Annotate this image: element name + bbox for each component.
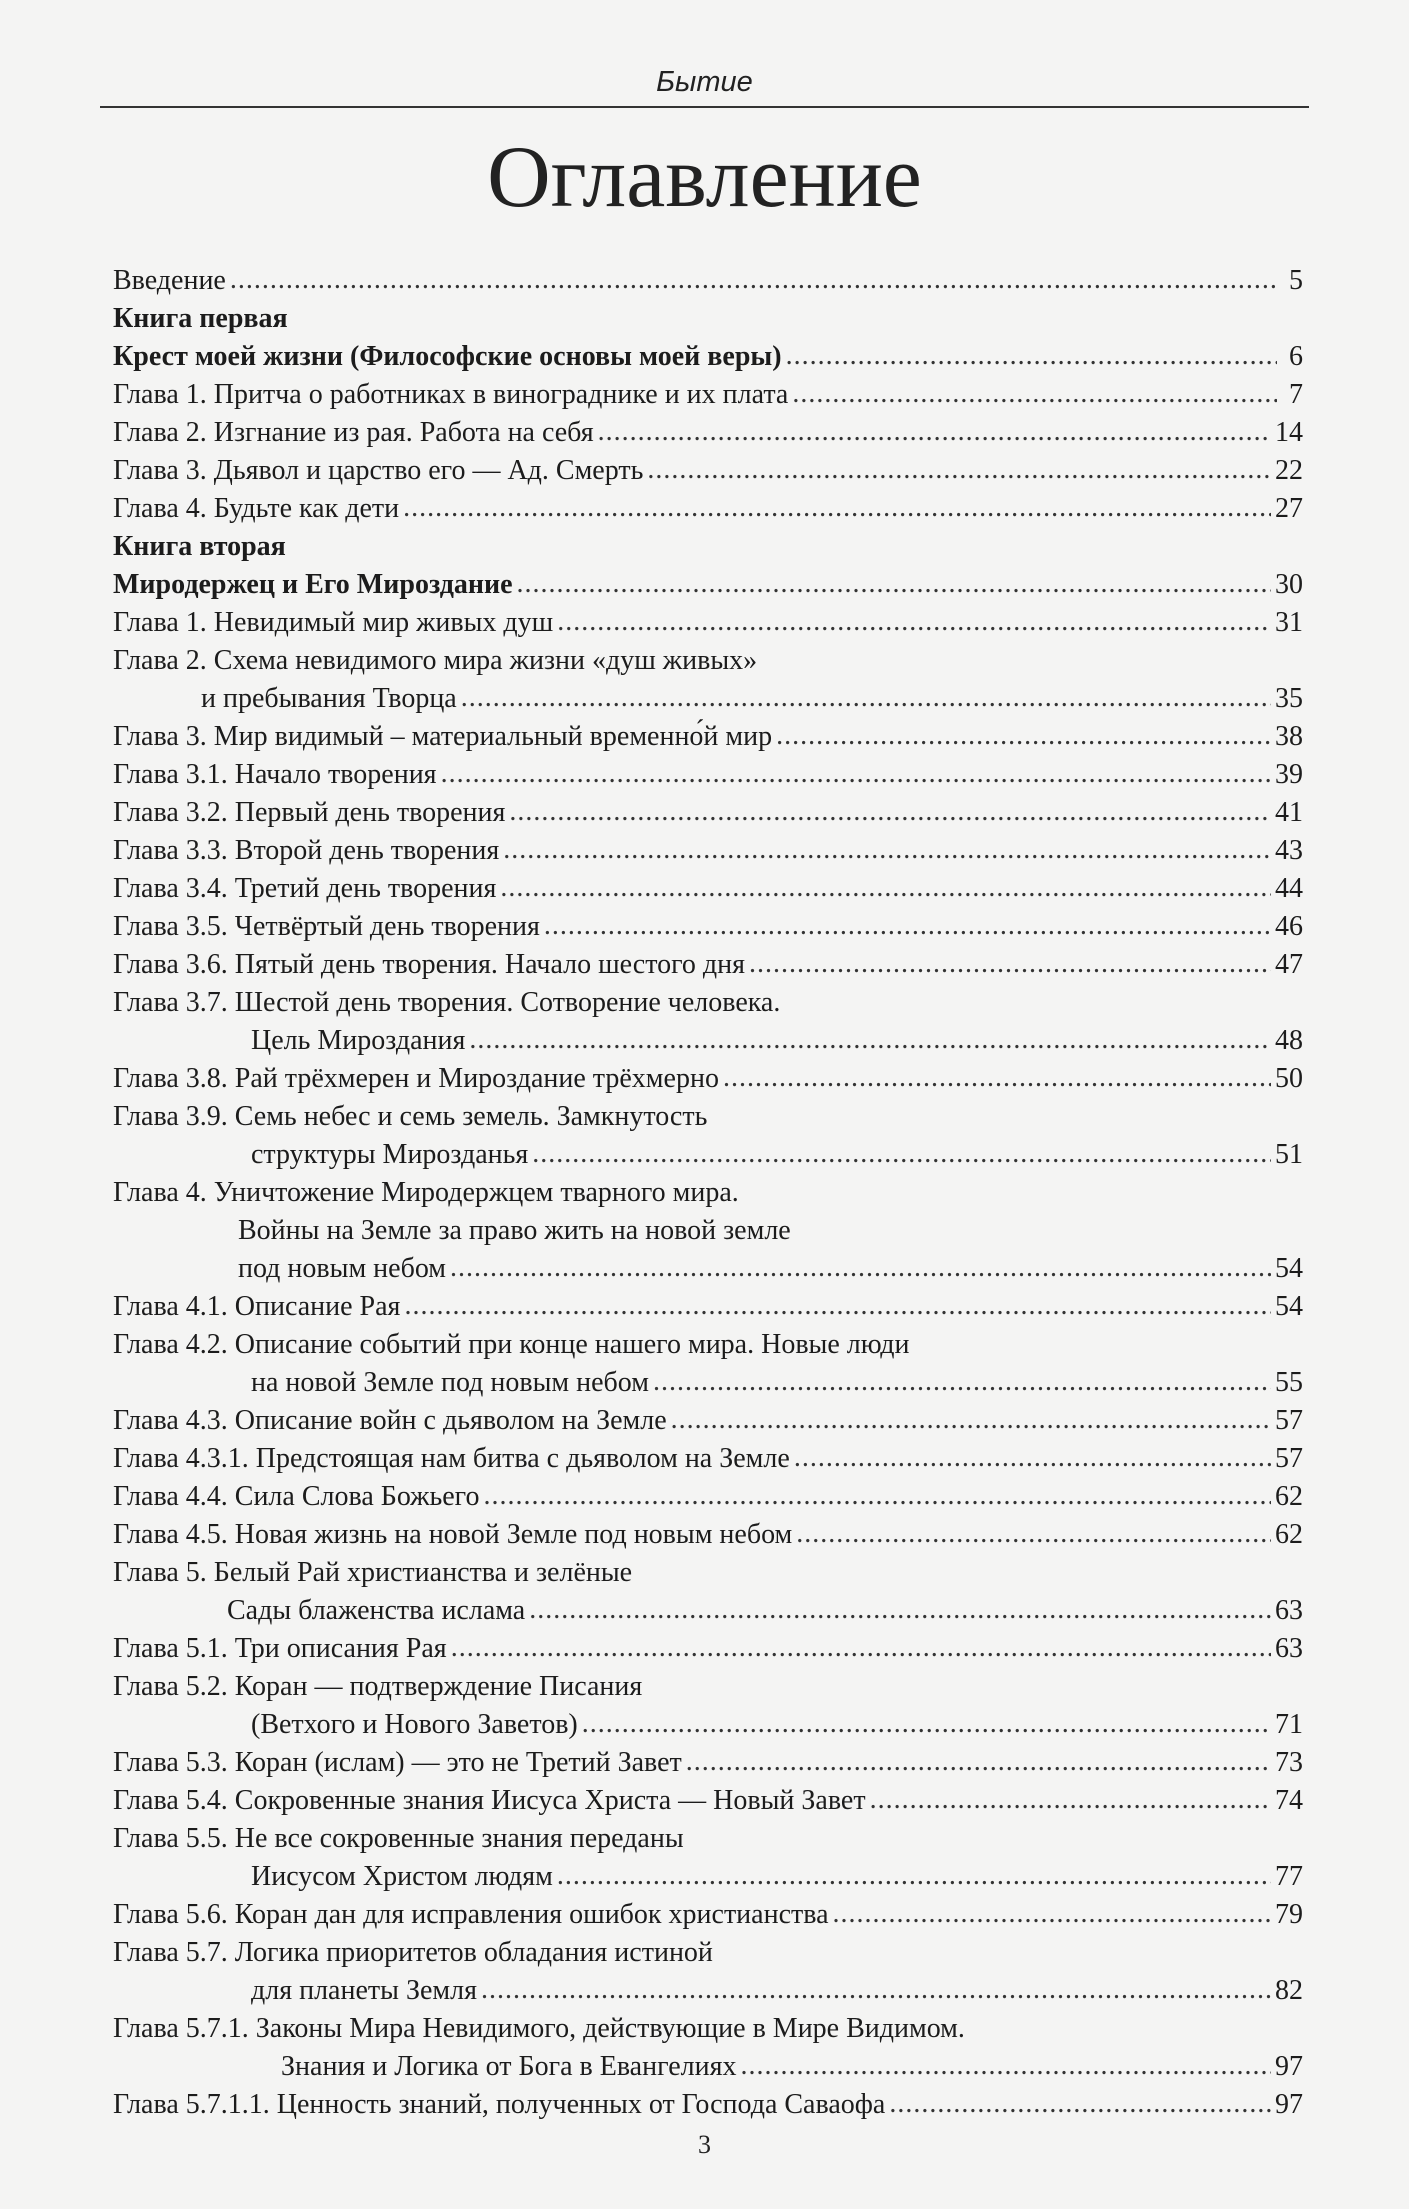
toc-entry-text: Глава 3.9. Семь небес и семь земель. Замкнутость	[113, 1101, 708, 1132]
toc-entry	[113, 1744, 1303, 1782]
toc-entry-text: Глава 3.6. Пятый день творения. Начало шестого дня	[113, 949, 745, 980]
toc-entry	[113, 1250, 1303, 1288]
toc-entry-text: Крест моей жизни (Философские основы моей веры)	[113, 341, 782, 372]
toc-entry	[113, 946, 1303, 984]
toc-page-number: 6	[1289, 341, 1303, 372]
toc-entry-text: Цель Мироздания	[251, 1025, 466, 1056]
toc-entry-text: структуры Мирозданья	[251, 1139, 529, 1170]
toc-entry	[113, 452, 1303, 490]
toc-entry-text: (Ветхого и Нового Заветов)	[251, 1709, 578, 1740]
toc-book-heading	[113, 528, 1303, 566]
toc-entry-line	[113, 1326, 1303, 1364]
toc-entry-text: Глава 3.3. Второй день творения	[113, 835, 500, 866]
toc-entry-text: Глава 2. Схема невидимого мира жизни «душ живых»	[113, 645, 758, 676]
toc-entry	[113, 2086, 1303, 2124]
toc-page-number: 54	[1275, 1291, 1303, 1322]
toc-entry-text: Глава 2. Изгнание из рая. Работа на себя	[113, 417, 594, 448]
toc-page-number: 62	[1275, 1519, 1303, 1550]
toc-dot-leader	[647, 451, 1271, 489]
toc-page-number: 63	[1275, 1595, 1303, 1626]
toc-entry	[113, 1516, 1303, 1554]
toc-entry-line	[113, 1212, 1303, 1250]
toc-entry-text: на новой Земле под новым небом	[251, 1367, 649, 1398]
toc-dot-leader	[451, 1629, 1271, 1667]
toc-page-number: 46	[1275, 911, 1303, 942]
toc-entry-text: Глава 3.5. Четвёртый день творения	[113, 911, 540, 942]
toc-heading-text: Книга первая	[113, 303, 288, 334]
toc-page-number: 14	[1275, 417, 1303, 448]
toc-entry-text: Глава 4. Уничтожение Миродержцем тварного мира.	[113, 1177, 739, 1208]
toc-entry	[113, 1592, 1303, 1630]
toc-page-number: 7	[1289, 379, 1303, 410]
toc-entry-line	[113, 1934, 1303, 1972]
toc-dot-leader	[230, 261, 1277, 299]
toc-entry	[113, 1706, 1303, 1744]
toc-entry-text: Глава 4.2. Описание событий при конце нашего мира. Новые люди	[113, 1329, 910, 1360]
toc-dot-leader	[544, 907, 1271, 945]
toc-entry-text: Глава 4.5. Новая жизнь на новой Земле под новым небом	[113, 1519, 793, 1550]
toc-dot-leader	[517, 565, 1271, 603]
page-number: 3	[698, 2130, 711, 2159]
page-title: Оглавление	[487, 129, 922, 226]
toc-page-number: 54	[1275, 1253, 1303, 1284]
toc-page-number: 30	[1275, 569, 1303, 600]
toc-entry	[113, 1858, 1303, 1896]
toc-page-number: 44	[1275, 873, 1303, 904]
toc-entry	[113, 604, 1303, 642]
toc-entry-text: Глава 4.1. Описание Рая	[113, 1291, 401, 1322]
toc-dot-leader	[557, 1857, 1271, 1895]
toc-entry	[113, 1288, 1303, 1326]
toc-entry	[113, 794, 1303, 832]
toc-dot-leader	[786, 337, 1277, 375]
toc-dot-leader	[792, 375, 1277, 413]
running-head: Бытие	[656, 66, 753, 98]
toc-dot-leader	[509, 793, 1271, 831]
toc-entry	[113, 718, 1303, 756]
table-of-contents	[113, 262, 1303, 2124]
toc-entry	[113, 870, 1303, 908]
toc-entry	[113, 338, 1303, 376]
toc-entry	[113, 756, 1303, 794]
toc-entry-text: Глава 5.4. Сокровенные знания Иисуса Христа — Новый Завет	[113, 1785, 866, 1816]
toc-entry	[113, 680, 1303, 718]
toc-entry-text: Глава 4.3. Описание войн с дьяволом на Земле	[113, 1405, 667, 1436]
toc-dot-leader	[404, 1287, 1271, 1325]
toc-dot-leader	[653, 1363, 1271, 1401]
toc-entry-text: Глава 5.5. Не все сокровенные знания переданы	[113, 1823, 684, 1854]
toc-entry-text: Знания и Логика от Бога в Евангелиях	[281, 2051, 737, 2082]
toc-entry-line	[113, 1668, 1303, 1706]
toc-entry-text: Глава 3. Дьявол и царство его — Ад. Смерть	[113, 455, 644, 486]
toc-entry-text: Глава 5.2. Коран — подтверждение Писания	[113, 1671, 643, 1702]
toc-entry	[113, 490, 1303, 528]
toc-page-number: 22	[1275, 455, 1303, 486]
toc-page-number: 31	[1275, 607, 1303, 638]
toc-entry-line	[113, 642, 1303, 680]
toc-entry	[113, 262, 1303, 300]
toc-entry-text: Глава 5.3. Коран (ислам) — это не Третий Завет	[113, 1747, 682, 1778]
toc-page-number: 74	[1275, 1785, 1303, 1816]
toc-entry-text: и пребывания Творца	[201, 683, 457, 714]
toc-entry-text: Глава 3.8. Рай трёхмерен и Мироздание трёхмерно	[113, 1063, 719, 1094]
toc-entry	[113, 1478, 1303, 1516]
toc-dot-leader	[557, 603, 1271, 641]
toc-page-number: 48	[1275, 1025, 1303, 1056]
toc-page-number: 35	[1275, 683, 1303, 714]
toc-page-number: 73	[1275, 1747, 1303, 1778]
toc-dot-leader	[749, 945, 1271, 983]
toc-dot-leader	[532, 1135, 1271, 1173]
toc-entry-text: Глава 5.7.1.1. Ценность знаний, полученных от Господа Саваофа	[113, 2089, 886, 2120]
toc-entry-text: Глава 3.7. Шестой день творения. Сотворение человека.	[113, 987, 781, 1018]
toc-page-number: 38	[1275, 721, 1303, 752]
toc-page-number: 55	[1275, 1367, 1303, 1398]
toc-page-number: 39	[1275, 759, 1303, 790]
toc-entry-text: Глава 1. Притча о работниках в винограднике и их плата	[113, 379, 789, 410]
toc-dot-leader	[598, 413, 1271, 451]
toc-page-number: 62	[1275, 1481, 1303, 1512]
toc-entry-line	[113, 1820, 1303, 1858]
toc-entry	[113, 2048, 1303, 2086]
toc-page-number: 57	[1275, 1443, 1303, 1474]
toc-dot-leader	[450, 1249, 1271, 1287]
toc-entry-line	[113, 1554, 1303, 1592]
toc-dot-leader	[796, 1515, 1271, 1553]
toc-dot-leader	[469, 1021, 1271, 1059]
toc-entry-text: для планеты Земля	[251, 1975, 477, 2006]
toc-dot-leader	[483, 1477, 1271, 1515]
toc-dot-leader	[582, 1705, 1271, 1743]
toc-entry-text: Глава 5.1. Три описания Рая	[113, 1633, 447, 1664]
toc-page-number: 43	[1275, 835, 1303, 866]
toc-dot-leader	[529, 1591, 1271, 1629]
toc-page-number: 77	[1275, 1861, 1303, 1892]
toc-dot-leader	[686, 1743, 1271, 1781]
toc-entry-text: Миродержец и Его Мироздание	[113, 569, 513, 600]
toc-dot-leader	[500, 869, 1271, 907]
toc-entry	[113, 832, 1303, 870]
toc-entry	[113, 908, 1303, 946]
toc-entry-text: Глава 5. Белый Рай христианства и зелёные	[113, 1557, 633, 1588]
toc-entry	[113, 1402, 1303, 1440]
toc-page-number: 50	[1275, 1063, 1303, 1094]
toc-book-heading	[113, 300, 1303, 338]
toc-entry-text: Глава 5.7. Логика приоритетов обладания истиной	[113, 1937, 713, 1968]
toc-entry	[113, 1022, 1303, 1060]
toc-entry-text: Войны на Земле за право жить на новой земле	[238, 1215, 791, 1246]
toc-entry-text: Глава 4.4. Сила Слова Божьего	[113, 1481, 480, 1512]
toc-heading-text: Книга вторая	[113, 531, 286, 562]
toc-page-number: 5	[1289, 265, 1303, 296]
toc-dot-leader	[740, 2047, 1271, 2085]
toc-page-number: 71	[1275, 1709, 1303, 1740]
toc-dot-leader	[503, 831, 1271, 869]
toc-dot-leader	[481, 1971, 1271, 2009]
toc-entry-text: Глава 3. Мир видимый – материальный временно́й мир	[113, 721, 773, 752]
toc-entry-text: Глава 5.7.1. Законы Мира Невидимого, действующие в Мире Видимом.	[113, 2013, 965, 2044]
toc-entry-line	[113, 984, 1303, 1022]
toc-entry-text: Глава 3.2. Первый день творения	[113, 797, 506, 828]
toc-page-number: 79	[1275, 1899, 1303, 1930]
toc-entry-text: Введение	[113, 265, 226, 296]
toc-page-number: 97	[1275, 2089, 1303, 2120]
toc-page-number: 82	[1275, 1975, 1303, 2006]
toc-entry-text: Глава 4.3.1. Предстоящая нам битва с дьяволом на Земле	[113, 1443, 790, 1474]
toc-dot-leader	[723, 1059, 1271, 1097]
toc-dot-leader	[461, 679, 1271, 717]
toc-entry	[113, 376, 1303, 414]
toc-dot-leader	[403, 489, 1271, 527]
toc-entry	[113, 1896, 1303, 1934]
toc-page-number: 47	[1275, 949, 1303, 980]
toc-entry-line	[113, 2010, 1303, 2048]
toc-dot-leader	[776, 717, 1271, 755]
toc-dot-leader	[441, 755, 1271, 793]
toc-entry	[113, 1972, 1303, 2010]
toc-entry-text: Глава 3.1. Начало творения	[113, 759, 437, 790]
toc-entry-text: Сады блаженства ислама	[227, 1595, 526, 1626]
toc-page-number: 57	[1275, 1405, 1303, 1436]
toc-dot-leader	[870, 1781, 1271, 1819]
toc-page-number: 63	[1275, 1633, 1303, 1664]
toc-dot-leader	[833, 1895, 1271, 1933]
toc-page-number: 41	[1275, 797, 1303, 828]
toc-entry-line	[113, 1098, 1303, 1136]
toc-entry-text: Глава 5.6. Коран дан для исправления ошибок христианства	[113, 1899, 829, 1930]
toc-entry-text: Иисусом Христом людям	[251, 1861, 553, 1892]
toc-entry	[113, 1136, 1303, 1174]
toc-dot-leader	[671, 1401, 1271, 1439]
toc-entry	[113, 1440, 1303, 1478]
toc-entry	[113, 1630, 1303, 1668]
toc-page-number: 97	[1275, 2051, 1303, 2082]
toc-entry-text: под новым небом	[238, 1253, 447, 1284]
toc-entry	[113, 1060, 1303, 1098]
toc-page-number: 27	[1275, 493, 1303, 524]
header-rule	[100, 106, 1309, 108]
toc-entry	[113, 1782, 1303, 1820]
toc-entry-text: Глава 1. Невидимый мир живых душ	[113, 607, 554, 638]
toc-entry-line	[113, 1174, 1303, 1212]
toc-dot-leader	[889, 2085, 1271, 2123]
toc-entry	[113, 1364, 1303, 1402]
toc-page-number: 51	[1275, 1139, 1303, 1170]
toc-entry-text: Глава 4. Будьте как дети	[113, 493, 400, 524]
toc-entry	[113, 414, 1303, 452]
toc-entry	[113, 566, 1303, 604]
toc-dot-leader	[794, 1439, 1271, 1477]
toc-entry-text: Глава 3.4. Третий день творения	[113, 873, 497, 904]
